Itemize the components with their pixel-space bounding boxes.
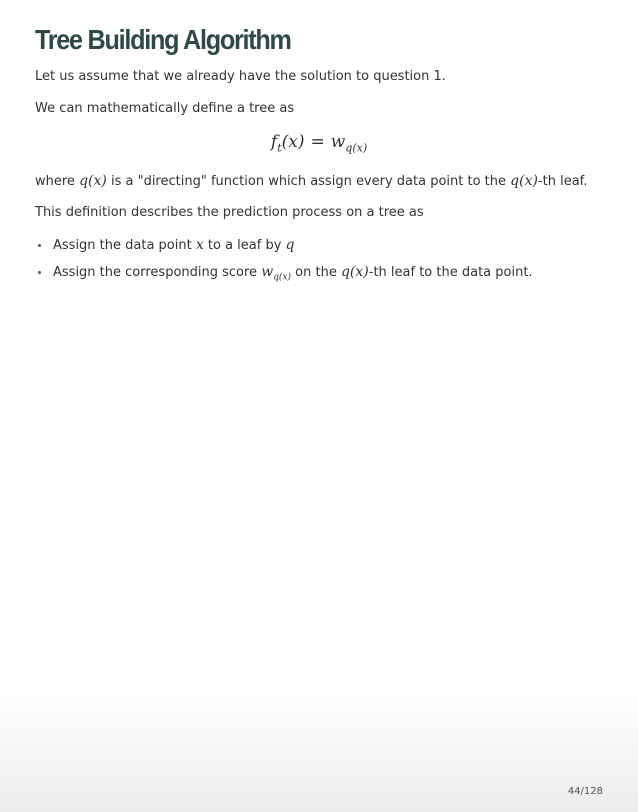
- bullet-dot-icon: [38, 271, 41, 274]
- math-qx: q(x): [340, 264, 369, 280]
- formula-w-subscript: q(x): [345, 141, 368, 155]
- tree-formula: [0, 132, 638, 154]
- bullet-dot-icon: [38, 244, 41, 247]
- text-span: to a leaf by: [203, 238, 286, 253]
- text-span: where: [35, 174, 80, 189]
- math-q: q: [285, 237, 295, 253]
- definition-paragraph: We can mathematically define a tree as: [35, 101, 295, 116]
- list-item: [35, 263, 533, 287]
- math-w-subscript: q(x): [273, 272, 292, 283]
- bullet-list: [35, 236, 533, 295]
- formula-f: f: [270, 132, 278, 152]
- intro-paragraph: Let us assume that we already have the solution to question 1.: [35, 69, 446, 84]
- text-span: Assign the corresponding score: [53, 265, 262, 280]
- directing-function-paragraph: [35, 172, 587, 191]
- text-span: on the: [291, 265, 341, 280]
- math-qx: q(x): [79, 173, 107, 189]
- text-span: is a "directing" function which assign every data point to the: [106, 174, 511, 189]
- list-item: [35, 236, 533, 255]
- formula-f-argument: (x): [281, 132, 305, 152]
- formula-f-subscript: t: [277, 141, 282, 155]
- math-w: w: [261, 264, 274, 280]
- math-x: x: [195, 237, 204, 253]
- math-qx: q(x): [510, 173, 538, 189]
- text-span: Assign the data point: [53, 238, 196, 253]
- slide-title: Tree Building Algorithm: [35, 24, 291, 55]
- formula-w: w: [330, 132, 346, 152]
- prediction-paragraph: This definition describes the prediction process on a tree as: [35, 205, 424, 220]
- text-span: -th leaf.: [537, 174, 588, 189]
- page-number: 44/128: [567, 786, 603, 797]
- text-span: -th leaf to the data point.: [368, 265, 533, 280]
- formula-equals: =: [310, 132, 325, 152]
